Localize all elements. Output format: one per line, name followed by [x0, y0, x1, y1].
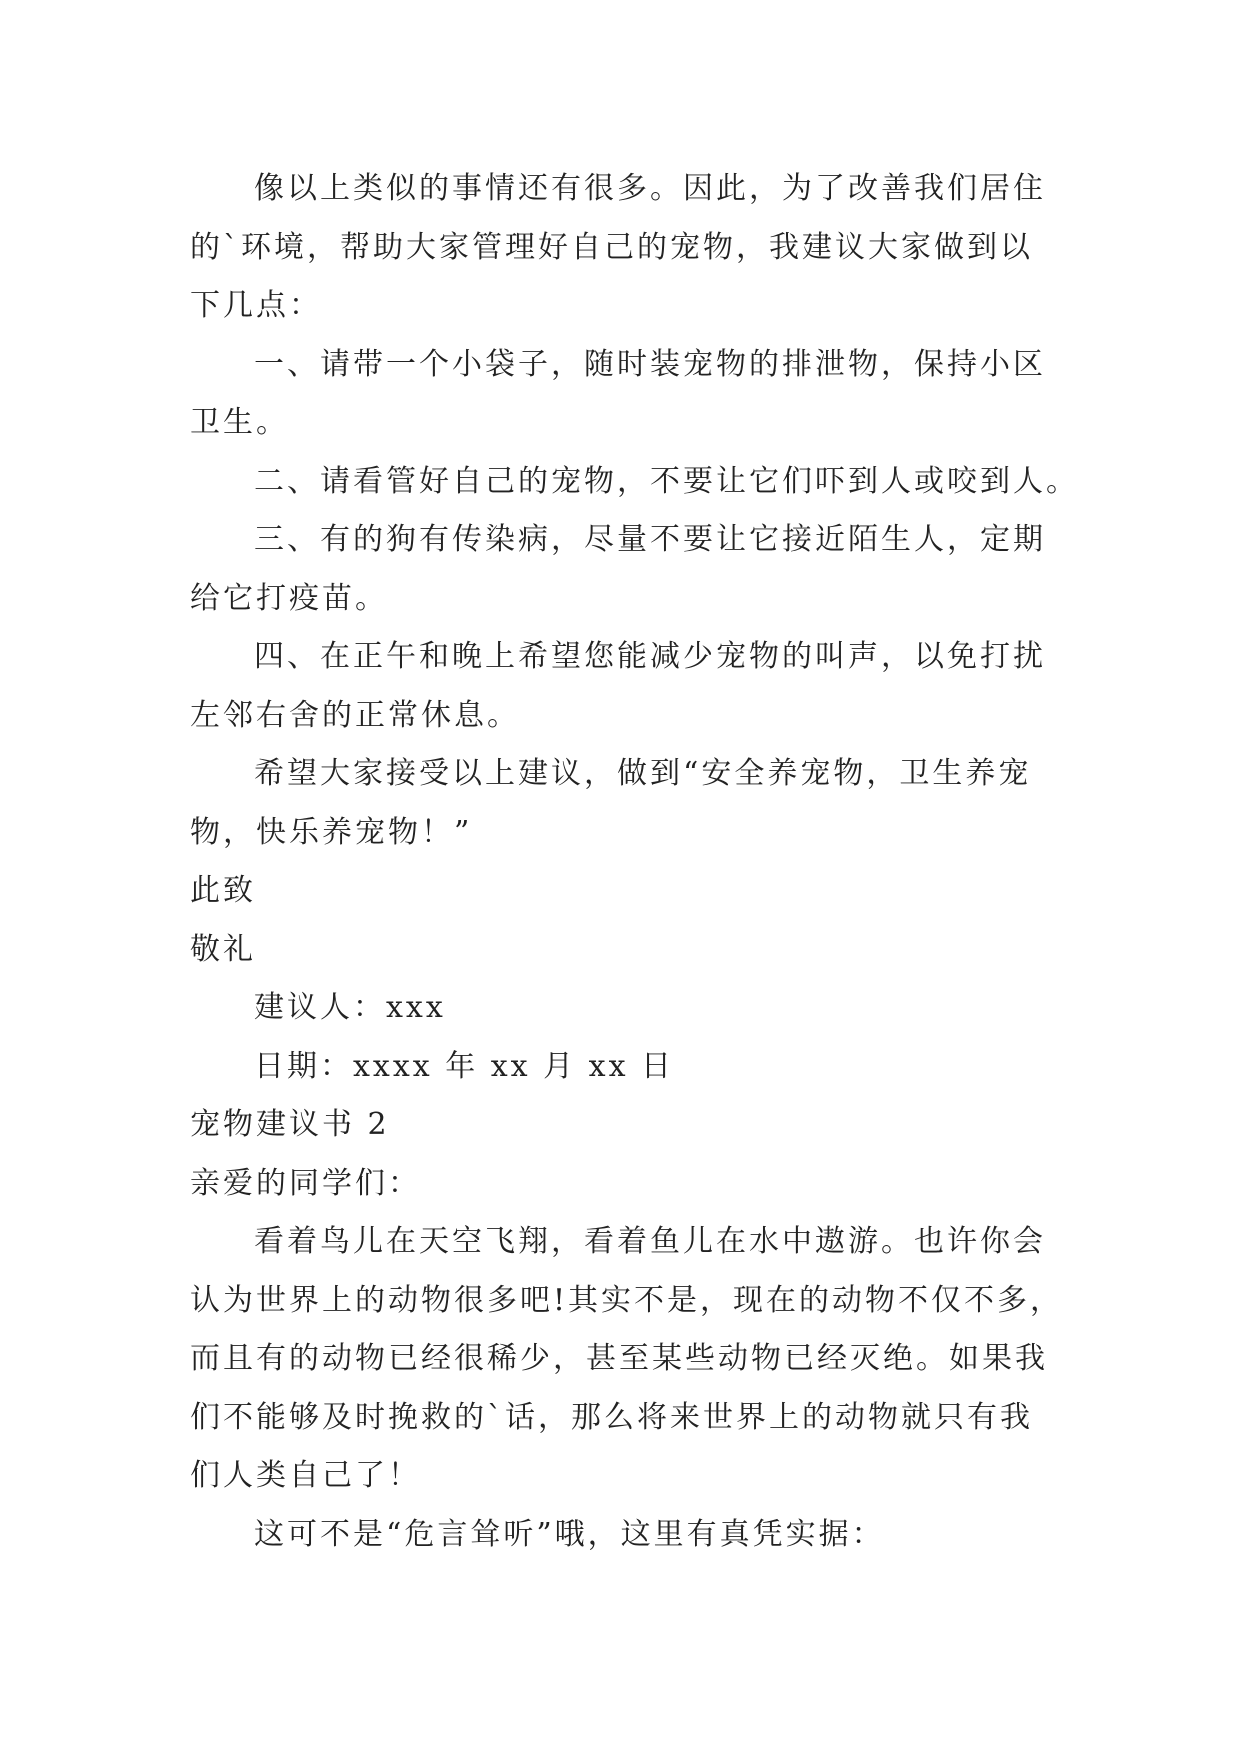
paragraph-line: 像以上类似的事情还有很多。因此，为了改善我们居住: [254, 171, 1046, 206]
list-item-2: 二、请看管好自己的宠物，不要让它们吓到人或咬到人。: [254, 463, 1079, 499]
paragraph-line: 认为世界上的动物很多吧!其实不是，现在的动物不仅不多，: [190, 1282, 1064, 1318]
list-item-1: 一、请带一个小袋子，随时装宠物的排泄物，保持小区: [254, 346, 1046, 382]
paragraph-line: 看着鸟儿在天空飞翔，看着鱼儿在水中遨游。也许你会: [254, 1224, 1046, 1259]
list-item-4: 四、在正午和晚上希望您能减少宠物的叫声，以免打扰: [254, 639, 1046, 674]
list-item-1-continuation: 卫生。: [190, 405, 289, 440]
list-item-3: 三、有的狗有传染病，尽量不要让它接近陌生人，定期: [254, 522, 1046, 557]
closing-paragraph-continuation: 物，快乐养宠物！”: [190, 814, 473, 850]
signature-date: 日期：xxxx 年 xx 月 xx 日: [254, 1048, 675, 1084]
salutation-cizhi: 此致: [190, 873, 256, 908]
salutation-jingli: 敬礼: [190, 931, 256, 967]
paragraph-line: 们人类自己了！: [190, 1458, 421, 1493]
paragraph-line: 下几点：: [190, 288, 322, 323]
greeting: 亲爱的同学们：: [190, 1165, 421, 1201]
document-body: [190, 160, 1079, 1564]
list-item-4-continuation: 左邻右舍的正常休息。: [190, 697, 520, 733]
section-title: 宠物建议书 2: [190, 1107, 390, 1142]
list-item-3-continuation: 给它打疫苗。: [190, 580, 388, 616]
paragraph-line: 而且有的动物已经很稀少，甚至某些动物已经灭绝。如果我: [190, 1341, 1048, 1376]
paragraph-line: 们不能够及时挽救的`话，那么将来世界上的动物就只有我: [190, 1399, 1033, 1435]
signature-proposer: 建议人：xxx: [254, 990, 446, 1025]
closing-paragraph: 希望大家接受以上建议，做到“安全养宠物，卫生养宠: [254, 756, 1032, 791]
paragraph-line: 这可不是“危言耸听”哦，这里有真凭实据：: [254, 1516, 885, 1552]
paragraph-line: 的`环境，帮助大家管理好自己的宠物，我建议大家做到以: [190, 229, 1033, 265]
